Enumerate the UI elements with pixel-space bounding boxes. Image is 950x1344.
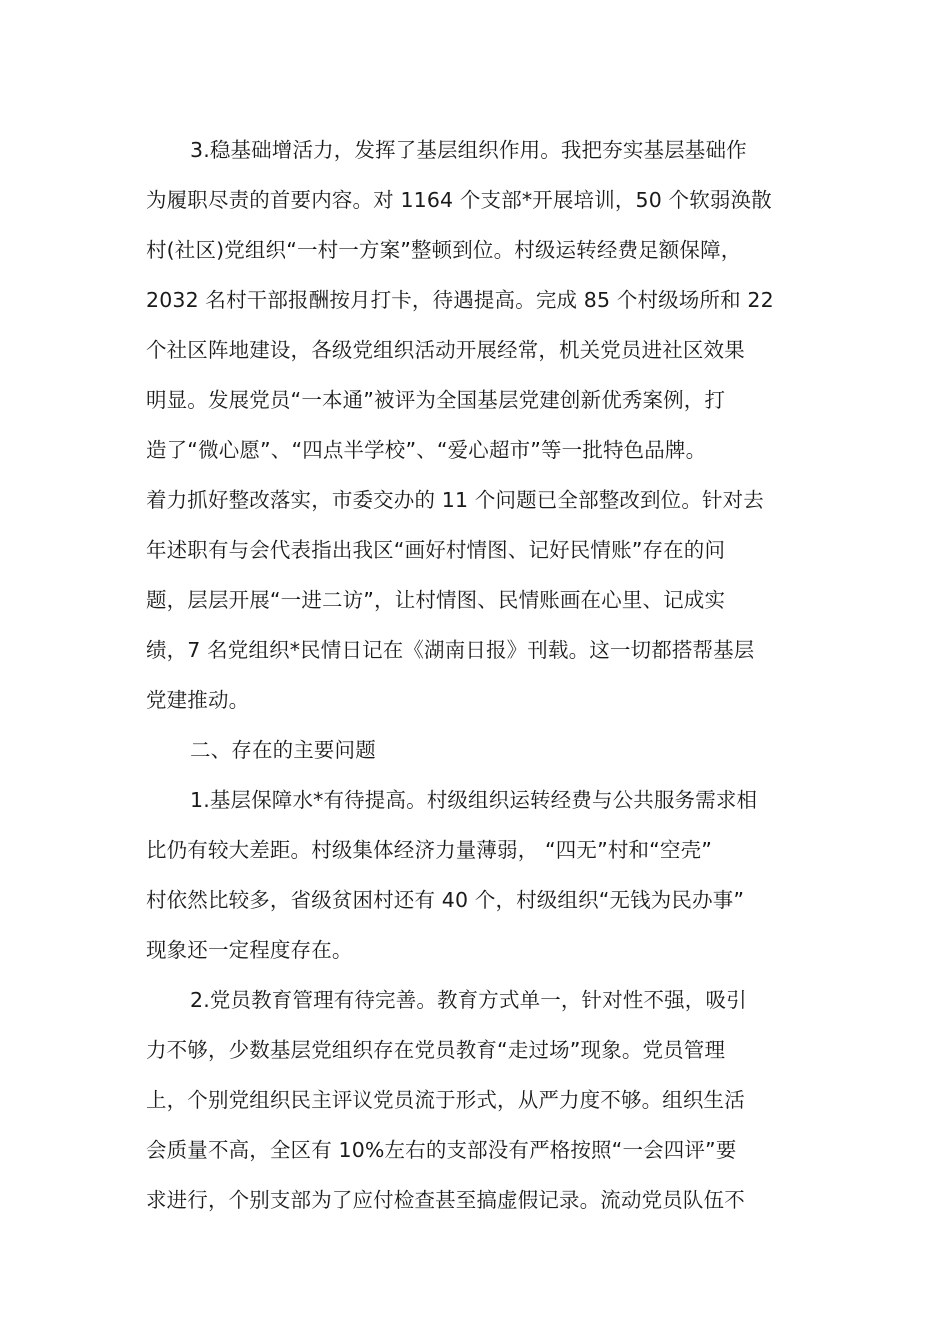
paragraph-line: 比仍有较大差距。村级集体经济力量薄弱， “四无”村和“空壳” <box>146 838 712 862</box>
paragraph-line: 明显。发展党员“一本通”被评为全国基层党建创新优秀案例，打 <box>146 388 726 412</box>
paragraph-line: 3.稳基础增活力，发挥了基层组织作用。我把夯实基层基础作 <box>190 138 747 162</box>
paragraph-line: 2032 名村干部报酬按月打卡，待遇提高。完成 85 个村级场所和 22 <box>146 288 774 312</box>
paragraph-line: 求进行，个别支部为了应付检查甚至搞虚假记录。流动党员队伍不 <box>146 1188 745 1212</box>
paragraph-line: 村(社区)党组织“一村一方案”整顿到位。村级运转经费足额保障， <box>146 238 742 262</box>
section-heading: 二、存在的主要问题 <box>190 738 376 762</box>
paragraph-line: 个社区阵地建设，各级党组织活动开展经常，机关党员进社区效果 <box>146 338 745 362</box>
paragraph-line: 题，层层开展“一进二访”，让村情图、民情账画在心里、记成实 <box>146 588 726 612</box>
paragraph-line: 现象还一定程度存在。 <box>146 938 353 962</box>
paragraph-line: 村依然比较多，省级贫困村还有 40 个，村级组织“无钱为民办事” <box>146 888 745 912</box>
paragraph-line: 2.党员教育管理有待完善。教育方式单一，针对性不强，吸引 <box>190 988 747 1012</box>
paragraph-line: 年述职有与会代表指出我区“画好村情图、记好民情账”存在的问 <box>146 538 726 562</box>
paragraph-line: 力不够，少数基层党组织存在党员教育“走过场”现象。党员管理 <box>146 1038 726 1062</box>
paragraph-line: 为履职尽责的首要内容。对 1164 个支部*开展培训，50 个软弱涣散 <box>146 188 772 212</box>
paragraph-line: 绩，7 名党组织*民情日记在《湖南日报》刊载。这一切都搭帮基层 <box>146 638 755 662</box>
paragraph-line: 造了“微心愿”、“四点半学校”、“爱心超市”等一批特色品牌。 <box>146 438 707 462</box>
paragraph-line: 会质量不高，全区有 10%左右的支部没有严格按照“一会四评”要 <box>146 1138 737 1162</box>
paragraph-line: 党建推动。 <box>146 688 250 712</box>
paragraph-line: 着力抓好整改落实，市委交办的 11 个问题已全部整改到位。针对去 <box>146 488 764 512</box>
paragraph-line: 1.基层保障水*有待提高。村级组织运转经费与公共服务需求相 <box>190 788 758 812</box>
paragraph-line: 上，个别党组织民主评议党员流于形式，从严力度不够。组织生活 <box>146 1088 745 1112</box>
